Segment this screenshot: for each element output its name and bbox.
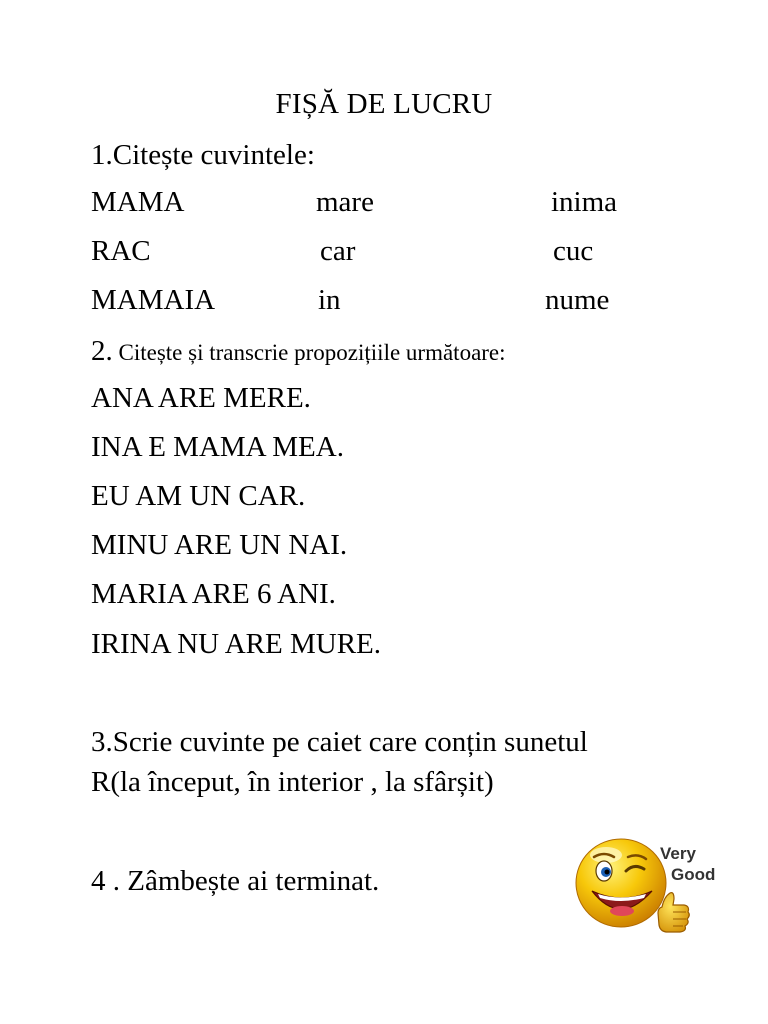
word-row2-col2: car [320, 235, 356, 267]
word-row3-col1: MAMAIA [91, 284, 216, 316]
sentence-4: MINU ARE UN NAI. [91, 529, 348, 561]
sticker-text-good: Good [671, 865, 716, 884]
winking-smiley-thumbs-up-icon [574, 835, 724, 945]
sentence-1: ANA ARE MERE. [91, 382, 311, 414]
sentence-3: EU AM UN CAR. [91, 480, 306, 512]
word-row2-col3: cuc [553, 235, 594, 267]
word-row2-col1: RAC [91, 235, 151, 267]
sentence-5: MARIA ARE 6 ANI. [91, 578, 336, 610]
very-good-sticker [574, 835, 724, 945]
exercise-1-heading: 1.Citește cuvintele: [91, 139, 315, 171]
exercise-3-line-2: R(la început, în interior , la sfârșit) [91, 766, 494, 798]
sentence-2: INA E MAMA MEA. [91, 431, 344, 463]
exercise-2-instruction: Citește și transcrie propozițiile următoare: [112, 340, 506, 365]
word-row1-col1: MAMA [91, 186, 185, 218]
sticker-text-very: Very [660, 844, 696, 863]
sentence-6: IRINA NU ARE MURE. [91, 628, 382, 660]
word-row3-col2: in [318, 284, 341, 316]
exercise-3-line-1: 3.Scrie cuvinte pe caiet care conțin sunetul [91, 726, 588, 758]
word-row3-col3: nume [545, 284, 610, 316]
word-row1-col2: mare [316, 186, 374, 218]
exercise-2-heading [91, 331, 506, 373]
worksheet-title: FIȘĂ DE LUCRU [275, 88, 493, 120]
exercise-2-number: 2. [91, 335, 113, 367]
word-row1-col3: inima [551, 186, 618, 218]
exercise-4-text: 4 . Zâmbește ai terminat. [91, 865, 380, 897]
